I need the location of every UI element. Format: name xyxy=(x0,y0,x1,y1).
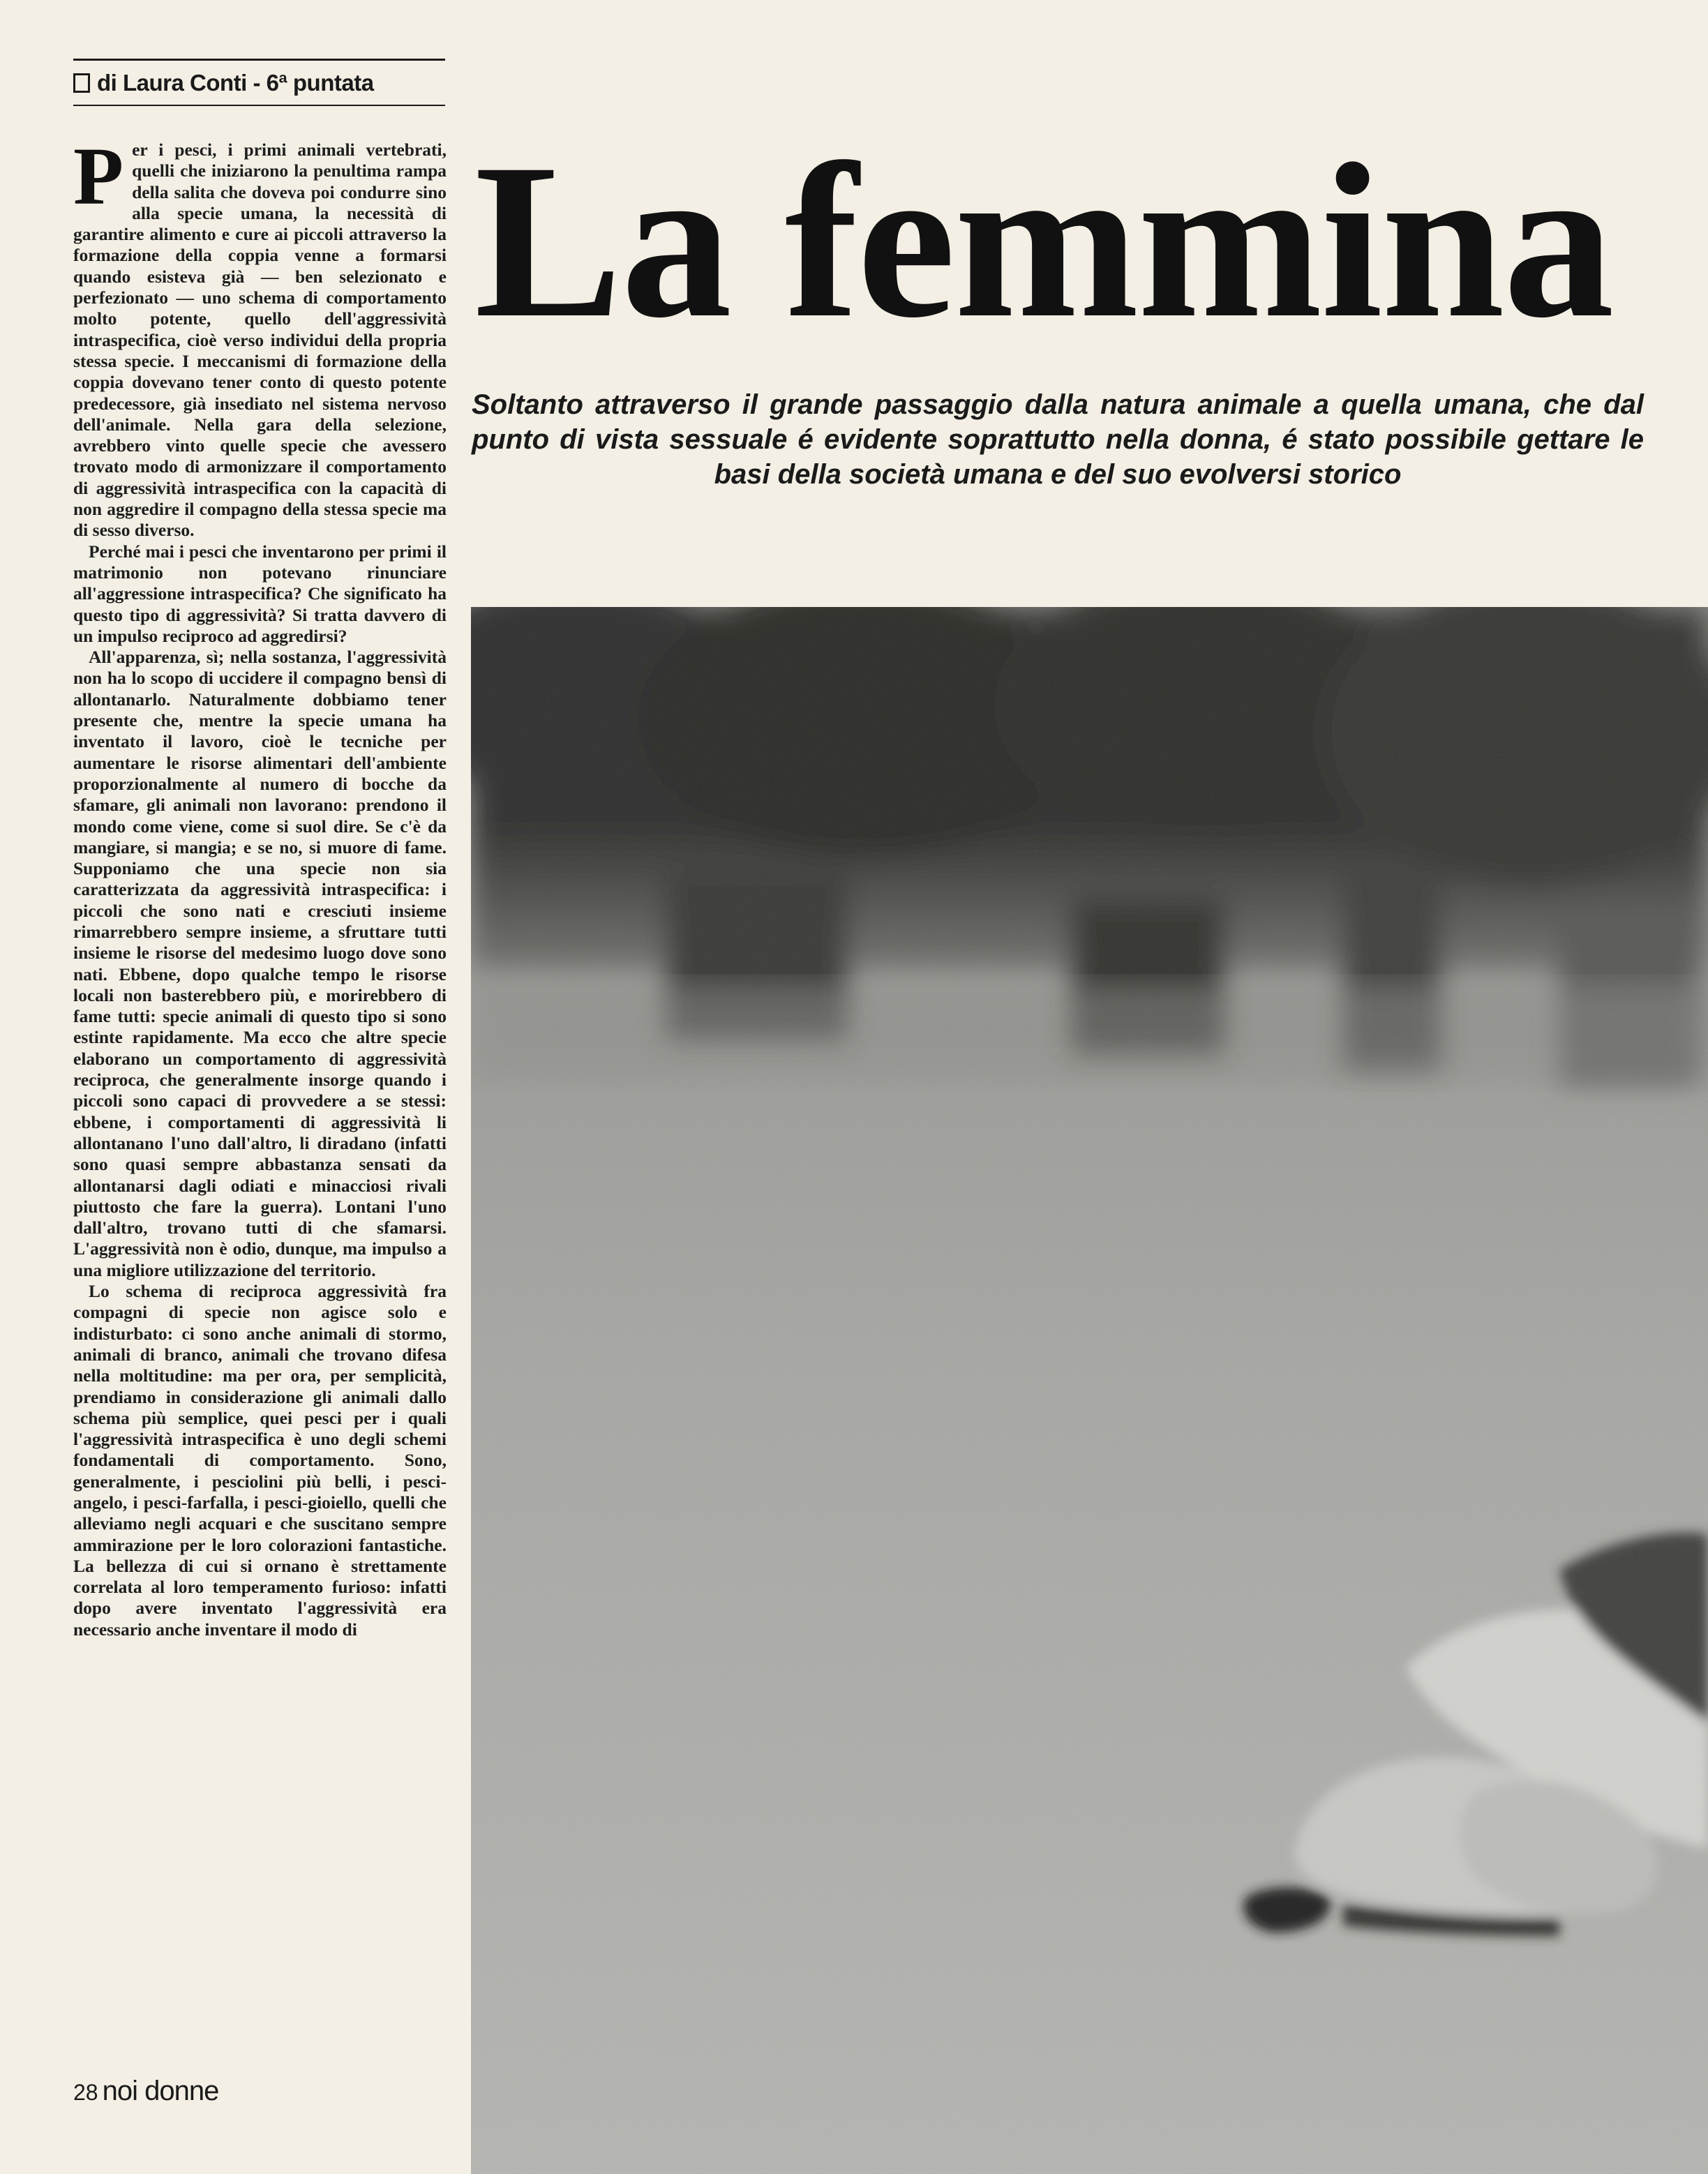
article-body xyxy=(73,140,447,2009)
paragraph-4: Lo schema di reciproca aggressività fra compagni di specie non agisce solo e indisturbato: ci sono anche animali di stormo, animali di branco, animali che trovano difesa nella moltitudine: ma per ora, per semplicità, prendiamo in considerazione gli animali dallo schema più semplice, quei pesci per i quali l'aggressività intraspecifica è uno degli schemi fondamentali di comportamento. Sono, generalmente, i pesciolini più belli, i pesci-angelo, i pesci-farfalla, i pesci-gioiello, quelli che alleviamo negli acquari e che suscitano sempre ammirazione per le loro colorazioni fantastiche. La bellezza di cui si ornano è strettamente correlata al loro temperamento furioso: infatti dopo avere inventato l'aggressività era necessario anche inventare il modo di xyxy=(73,1281,447,1640)
byline-bottom-rule xyxy=(73,105,445,106)
drop-cap: P xyxy=(73,140,124,222)
byline-text: di Laura Conti - 6ª puntata xyxy=(97,70,374,96)
byline-square-icon xyxy=(73,73,90,93)
paragraph-1 xyxy=(73,140,447,541)
headline: La femmina xyxy=(474,118,1613,363)
byline-top-rule xyxy=(73,59,445,61)
paragraph-3: All'apparenza, sì; nella sostanza, l'aggressività non ha lo scopo di uccidere il compagno bensì di allontanarlo. Naturalmente dobbiamo tener presente che, mentre la specie umana ha inventato il lavoro, cioè le tecniche per aumentare le risorse alimentari dell'ambiente proporzionalmente al numero di bocche da sfamare, gli animali non lavorano: prendono il mondo come viene, come si suol dire. Se c'è da mangiare, si mangia; e se no, si muore di fame. Supponiamo che una specie non sia caratterizzata da aggressività intraspecifica: i piccoli che sono nati e cresciuti insieme rimarrebbero sempre insieme, a sfruttare tutti insieme le risorse del medesimo luogo dove sono nati. Ebbene, dopo qualche tempo le risorse locali non basterebbero più, e morirebbero di fame tutti: specie animali di questo tipo si sono estinte rapidamente. Ma ecco che altre specie elaborano un comportamento di aggressività reciproca, che generalmente insorge quando i piccoli sono capaci di provvedere a se stessi: ebbene, i comportamenti di aggressività li allontanano l'uno dall'altro, li diradano (infatti sono quasi sempre abbastanza sensati da allontanarsi dagli odiati e minacciosi rivali piuttosto che fare la guerra). Lontani l'uno dall'altro, trovano tutti di che sfamarsi. L'aggressività non è odio, dunque, ma impulso a una migliore utilizzazione del territorio. xyxy=(73,647,447,1280)
page-footer xyxy=(73,2076,218,2107)
paragraph-2: Perché mai i pesci che inventarono per primi il matrimonio non potevano rinunciare all'aggressione intraspecifica? Che significato ha questo tipo di aggressività? Si tratta davvero di un impulso reciproco ad aggredirsi? xyxy=(73,541,447,646)
page-number: 28 xyxy=(73,2080,98,2105)
paragraph-1-text: er i pesci, i primi animali vertebrati, quelli che iniziarono la penultima rampa della salita che doveva poi condurre sino alla specie umana, la necessità di garantire alimento e cure ai piccoli attraverso la formazione della coppia venne a formarsi quando esisteva già — ben selezionato e perfezionato — uno schema di comportamento molto potente, quello dell'aggressività intraspecifica, cioè verso individui della propria stessa specie. I meccanismi di formazione della coppia dovevano tener conto di questo potente predecessore, già insediato nel sistema nervoso dell'animale. Nella gara della selezione, avrebbero vinto quelle specie che avessero trovato modo di armonizzare il comportamento di aggressività intraspecifica con la capacità di non aggredire il compagno della stessa specie ma di sesso diverso. xyxy=(73,140,447,541)
article-photo xyxy=(471,607,1708,2174)
photo-illustration xyxy=(471,607,1708,2174)
subtitle: Soltanto attraverso il grande passaggio dalla natura animale a quella umana, che dal punto di vista sessuale é evidente soprattutto nella donna, é stato possibile gettare le basi della società umana e del suo evolversi storico xyxy=(472,389,1644,490)
byline xyxy=(73,70,450,96)
magazine-masthead: noi donne xyxy=(102,2076,219,2106)
